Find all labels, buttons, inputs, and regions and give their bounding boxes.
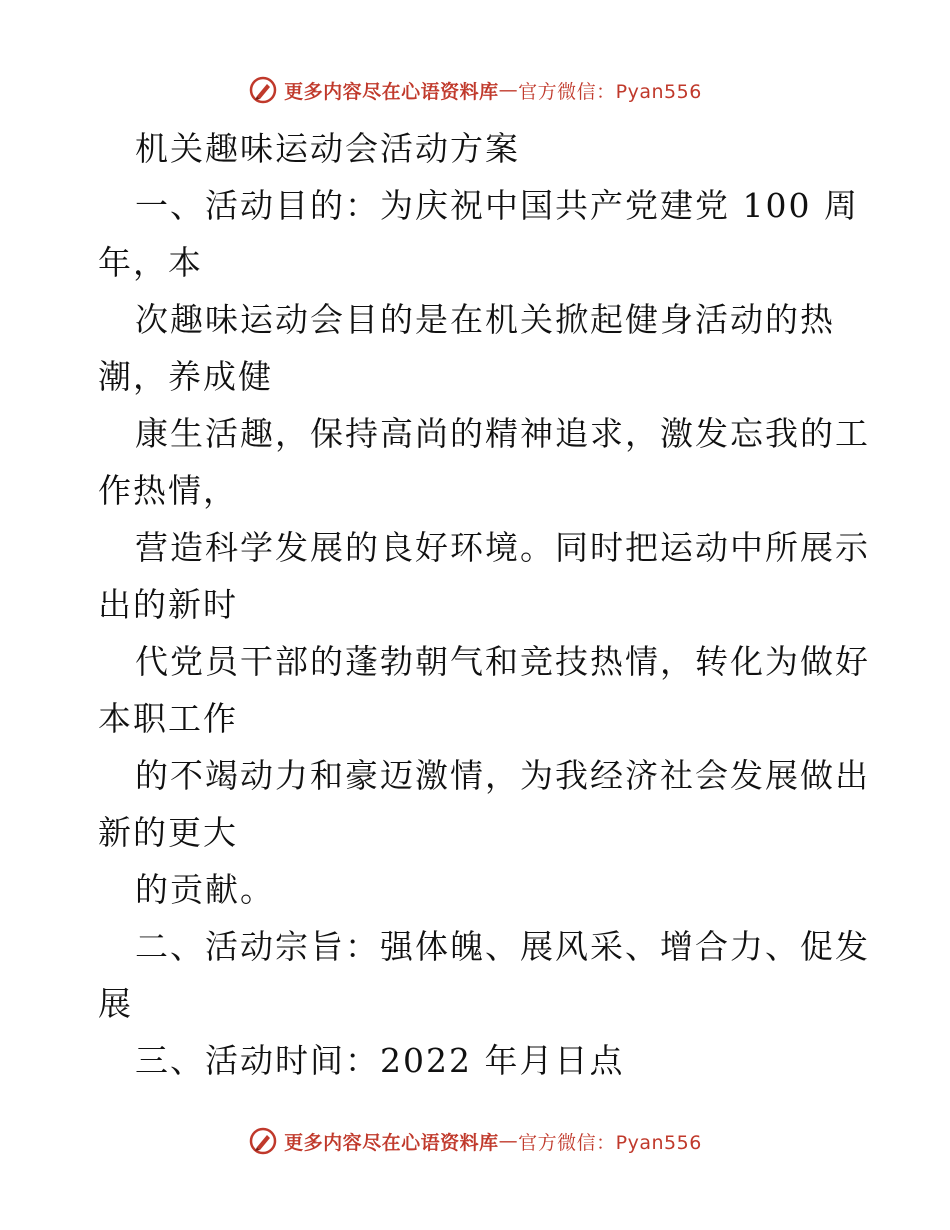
watermark-wechat-text: 官方微信：Pyan556 — [518, 80, 702, 103]
paragraph-line: 代党员干部的蓬勃朝气和竞技热情，转化为做好 — [135, 642, 870, 681]
paragraph-line: 康生活趣，保持高尚的精神追求，激发忘我的工 — [135, 414, 870, 453]
paragraph-line: 展 — [98, 984, 133, 1023]
document-body — [98, 120, 870, 1089]
section-3-heading: 三、活动时间：2022 年月日点 — [135, 1041, 625, 1080]
watermark-wechat-text: 官方微信：Pyan556 — [518, 1131, 702, 1154]
paragraph-line: 年，本 — [98, 243, 203, 282]
section-2-heading: 二、活动宗旨：强体魄、展风采、增合力、促发 — [135, 927, 870, 966]
watermark-header — [0, 70, 950, 110]
pen-seal-icon — [248, 1126, 278, 1156]
watermark-main-text: 更多内容尽在心语资料库 — [284, 1131, 499, 1154]
watermark-separator: — — [498, 1130, 519, 1152]
paragraph-line: 潮，养成健 — [98, 357, 273, 396]
watermark-separator: — — [498, 79, 519, 101]
paragraph-line: 的不竭动力和豪迈激情，为我经济社会发展做出 — [135, 756, 870, 795]
doc-title: 机关趣味运动会活动方案 — [135, 129, 520, 168]
paragraph-line: 新的更大 — [98, 813, 238, 852]
watermark-footer — [0, 1121, 950, 1161]
paragraph-line: 营造科学发展的良好环境。同时把运动中所展示 — [135, 528, 870, 567]
paragraph-line: 次趣味运动会目的是在机关掀起健身活动的热 — [135, 300, 835, 339]
paragraph-line: 作热情， — [98, 471, 238, 510]
paragraph-line: 的贡献。 — [135, 870, 275, 909]
paragraph-line: 出的新时 — [98, 585, 238, 624]
paragraph-line: 本职工作 — [98, 699, 238, 738]
section-1-heading: 一、活动目的：为庆祝中国共产党建党 100 周 — [135, 186, 859, 225]
pen-seal-icon — [248, 75, 278, 105]
watermark-main-text: 更多内容尽在心语资料库 — [284, 80, 499, 103]
